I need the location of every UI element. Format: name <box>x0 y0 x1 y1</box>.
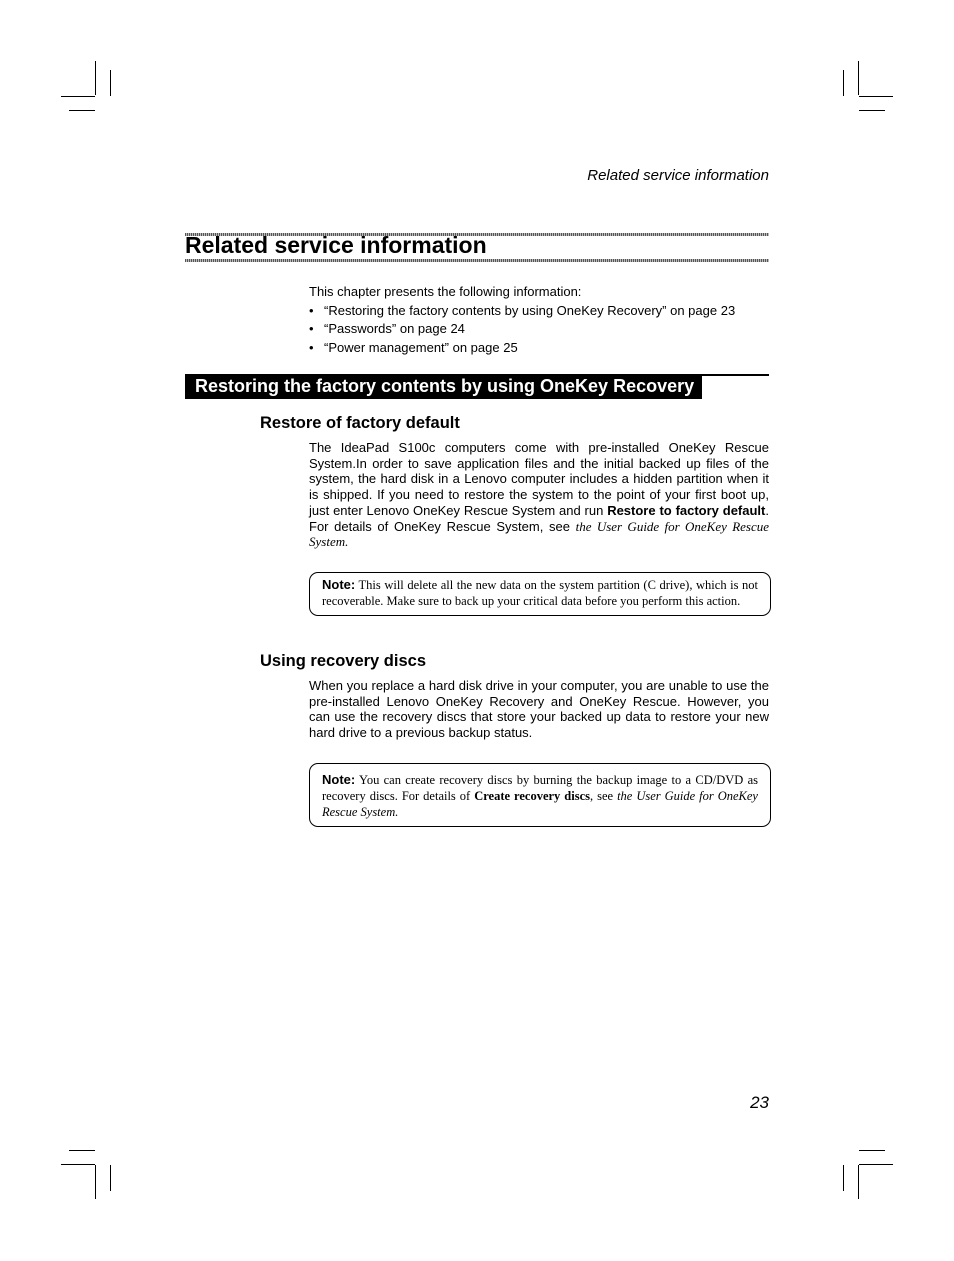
note-guide-ref: the User Guide for OneKey Rescue System <box>322 788 758 819</box>
note-label: Note: <box>322 772 356 787</box>
intro-text: This chapter presents the following information: <box>309 284 582 299</box>
note-period: . <box>395 804 399 819</box>
page-number: 23 <box>750 1093 769 1112</box>
list-item: • “Power management” on page 25 <box>309 339 769 358</box>
restore-command: Restore to factory default <box>607 502 766 518</box>
topic-list <box>309 302 769 358</box>
discs-paragraph: When you replace a hard disk drive in your computer, you are unable to use the pre-installed Lenovo OneKey Recovery and OneKey Rescue. However, you can use the recovery discs that store your backed up data to restore your new hard drive to a previous backup status. <box>309 678 769 741</box>
note-text: This will delete all the new data on the system partition (C drive), which is not recoverable. Make sure to back up your critical data before you perform this action. <box>322 578 758 608</box>
note-command: Create recovery discs <box>474 788 590 803</box>
discs-heading: Using recovery discs <box>260 652 426 670</box>
chapter-title: Related service information <box>185 232 487 258</box>
section-title-bar <box>185 374 769 399</box>
running-header: Related service information <box>587 167 769 184</box>
restore-paragraph <box>309 440 769 550</box>
list-item: • “Passwords” on page 24 <box>309 320 769 339</box>
section-title: Restoring the factory contents by using OneKey Recovery <box>185 374 702 399</box>
chapter-intro <box>309 283 769 357</box>
list-item: • “Restoring the factory contents by using OneKey Recovery” on page 23 <box>309 302 769 321</box>
restore-period: . <box>345 534 349 550</box>
restore-text: The IdeaPad S100c computers come with pre-installed OneKey Rescue System.In order to save application files and the initial backed up files of the system, the hard disk in a Lenovo computer includes a hidden partition when it is shipped. If you need to restore the system to the point of your first boot up, just enter Lenovo OneKey Rescue System and run <box>309 440 769 518</box>
restore-text-cont: . For details of OneKey Rescue System, see <box>309 502 769 534</box>
note-text-cont: , see <box>590 788 618 803</box>
restore-heading: Restore of factory default <box>260 414 460 432</box>
title-rule-bottom <box>185 259 769 262</box>
note-label: Note: <box>322 577 356 592</box>
note-text: You can create recovery discs by burning the backup image to a CD/DVD as recovery discs. For details of <box>322 773 758 803</box>
restore-guide-ref: the User Guide for OneKey Rescue System <box>309 518 770 550</box>
discs-note <box>309 763 771 827</box>
restore-note <box>309 572 771 616</box>
